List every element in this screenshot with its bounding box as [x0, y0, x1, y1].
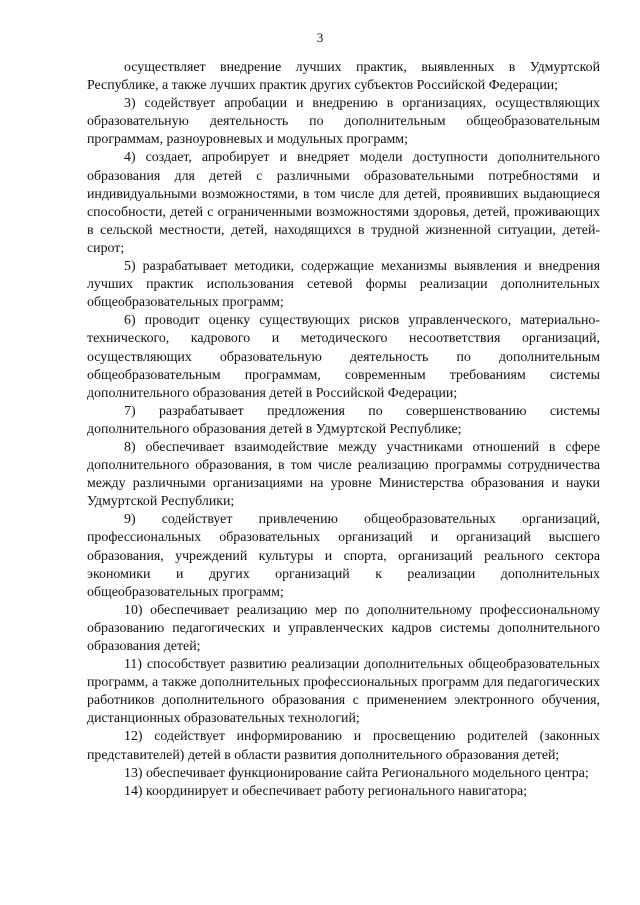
list-item-11: 11) способствует развитию реализации дополнительных общеобразовательных программ, а также дополнительных профессиональных программ для педагогических работников дополнительного образования с применением электронного обучения, дистанционных образовательных технологий;: [87, 657, 600, 727]
page-number: 3: [316, 30, 324, 45]
document-body: [87, 59, 600, 801]
paragraph-continuation: осуществляет внедрение лучших практик, выявленных в Удмуртской Республике, а также лучших практик других субъектов Российской Федерации;: [87, 60, 600, 94]
list-item-14: 14) координирует и обеспечивает работу регионального навигатора;: [124, 783, 528, 799]
list-item-8: 8) обеспечивает взаимодействие между участниками отношений в сфере дополнительного образования, в том числе реализацию программы сотрудничества между различными организациями на уровне Министерства образования и науки Удмуртской Республики;: [87, 439, 600, 510]
list-item-7: 7) разрабатывает предложения по совершенствованию системы дополнительного образования детей в Удмуртской Республике;: [87, 403, 600, 437]
list-item-5: 5) разрабатывает методики, содержащие механизмы выявления и внедрения лучших практик использования сетевой формы реализации дополнительных общеобразовательных программ;: [87, 259, 600, 311]
list-item-12: 12) содействует информированию и просвещению родителей (законных представителей) детей в области развития дополнительного образования детей;: [87, 729, 600, 763]
list-item-10: 10) обеспечивает реализацию мер по дополнительному профессиональному образованию педагогических и управленческих кадров системы дополнительного образования детей;: [87, 602, 600, 654]
list-item-4: 4) создает, апробирует и внедряет модели доступности дополнительного образования для детей с различными образовательными потребностями и индивидуальными возможностями, в том числе для детей, проявивших выдающиеся способности, детей с ограниченными возможностями здоровья, детей, проживающих в сельской местности, детей, находящихся в трудной жизненной ситуации, детей-сирот;: [87, 150, 600, 256]
list-item-13: 13) обеспечивает функционирование сайта Регионального модельного центра;: [124, 765, 589, 781]
list-item-6: 6) проводит оценку существующих рисков управленческого, материально-технического, кадрового и методического несоответствия организаций, осуществляющих образовательную деятельность по дополнительным общеобразовательным программам, современным требованиям системы дополнительного образования детей в Российской Федерации;: [87, 313, 600, 401]
list-item-9: 9) содействует привлечению общеобразовательных организаций, профессиональных образовательных организаций и организаций высшего образования, учреждений культуры и спорта, организаций реального сектора экономики и других организаций к реализации дополнительных общеобразовательных программ;: [87, 512, 600, 600]
list-item-3: 3) содействует апробации и внедрению в организациях, осуществляющих образовательную деятельность по дополнительным общеобразовательным программам, разноуровневых и модульных программ;: [87, 96, 600, 148]
